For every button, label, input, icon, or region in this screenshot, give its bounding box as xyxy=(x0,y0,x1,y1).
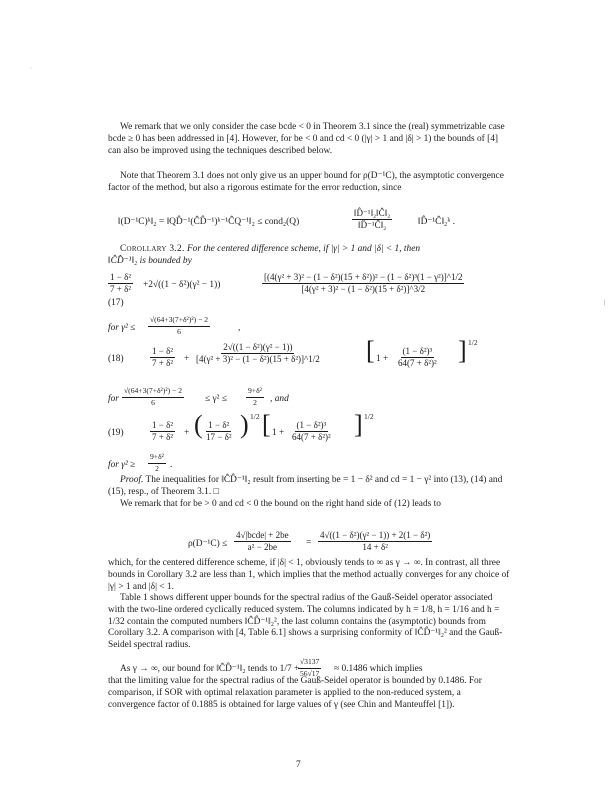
eq18-plus: + xyxy=(184,354,190,364)
eq19-power-2: 1/2 xyxy=(364,412,374,421)
eq18-f1-num: 1 − δ² xyxy=(152,346,174,356)
eq-rho-frac-2 xyxy=(318,530,432,552)
eq18-f3-num: (1 − δ²)³ xyxy=(402,346,433,356)
eq17-f1-den: 7 + δ² xyxy=(110,283,132,294)
eq19-power-1: 1/2 xyxy=(250,412,260,421)
cond17-prefix: for γ² ≤ xyxy=(108,323,136,333)
eq17-f2-den: [4(γ² + 3)² − (1 − δ²)(15 + δ²)]^3/2 xyxy=(301,283,426,294)
corollary-line-2: ‖ĈD̂⁻¹‖₂ is bounded by xyxy=(108,256,192,266)
eq-rho-f1-den: a² − 2be xyxy=(247,541,277,552)
eq17-sqrt-term: +2√((1 − δ²)(γ² − 1)) xyxy=(143,280,221,290)
paragraph-table-description: Table 1 shows different upper bounds for the spectral radius of the Gauß-Seidel operator associated with the two-line ordered cyclically reduced system. The columns indicated by h = 1/8, h = 1/16 and h = 1/32 contain the computed numbers ‖ĈD̂⁻¹‖₂², the last column contains the (asymptotic) bounds from Corollary 3.2. A comparison with [4, Table 6.1] shows a surprising conformity of ‖ĈD̂⁻¹‖₂² and the Gauß-Seidel spectral radius. xyxy=(108,593,503,651)
paragraph-limit-rest: that the limiting value for the spectral radius of the Gauß-Seidel operator is bounded by 0.1486. For comparison, if SOR with optimal relaxation parameter is applied to the non-reduced system, a convergence factor of 0.1885 is obtained for large values of γ (see Chin and Manteuffel [1]). xyxy=(108,676,482,710)
eq19-f1-num: 1 − δ² xyxy=(152,420,174,430)
cond17-num: √(64+3(7+δ²)²) − 2 xyxy=(148,315,210,327)
proof-paragraph xyxy=(108,475,510,499)
cond18-fraction xyxy=(122,386,184,408)
cond19-fraction xyxy=(148,452,166,474)
eq18-frac-3 xyxy=(396,346,439,368)
eq18-f3-den: 64(7 + δ²)² xyxy=(398,357,437,368)
eq-norm-fraction xyxy=(352,208,392,230)
eq18-label: (18) xyxy=(108,354,124,364)
cond19-suffix: . xyxy=(170,460,173,470)
paragraph-theorem-remark: We remark that we only consider the case bcde < 0 in Theorem 3.1 since the (real) symmetrizable case bcde ≥ 0 has been addressed in [4]. However, for be < 0 and cd < 0 (|γ| > 1 and |δ| > 1) the bounds of [4] can also be improved using the techniques described below. xyxy=(108,122,505,156)
cond18-num2: 9+δ² xyxy=(246,386,264,398)
eq18-frac-2 xyxy=(194,342,322,364)
eq17-frac-2 xyxy=(262,272,464,294)
cond17-suffix: , xyxy=(238,323,241,333)
limit-text-b: ≈ 0.1486 which implies xyxy=(334,664,423,674)
eq19-f3-num: (1 − δ²)³ xyxy=(296,420,327,430)
paragraph-limit-line-1 xyxy=(120,664,299,676)
corollary-line-1 xyxy=(120,244,420,256)
corollary-title: Corollary 3.2. xyxy=(120,244,185,254)
eq19-f2-num: 1 − δ² xyxy=(208,420,230,430)
cond17-fraction xyxy=(148,315,210,337)
cond19-den: 2 xyxy=(155,463,159,473)
cond18-mid: ≤ γ² ≤ xyxy=(205,394,227,404)
cond18-num: √(64+3(7+δ²)²) − 2 xyxy=(122,386,184,398)
eq19-open-paren: ( xyxy=(194,410,203,439)
cond18-den2: 2 xyxy=(253,397,257,407)
paragraph-error-reduction: Note that Theorem 3.1 does not only give us an upper bound for ρ(D⁻¹C), the asymptotic convergence factor of the method, but also a rigorous estimate for the error reduction, since xyxy=(108,171,504,193)
eq19-close-bracket: ] xyxy=(354,410,363,439)
eq-rho-f2-den: 14 + δ² xyxy=(362,541,388,552)
eq18-f2-den: [4(γ² + 3)² − (1 − δ²)(15 + δ²)]^1/2 xyxy=(196,353,320,364)
eq19-frac-1 xyxy=(150,420,175,442)
eq18-close-bracket: ] xyxy=(458,336,467,365)
eq17-label: (17) xyxy=(108,298,124,308)
eq-rho-lhs: ρ(D⁻¹C) ≤ xyxy=(188,539,228,549)
eq19-close-paren: ) xyxy=(240,410,249,439)
scan-speck: · xyxy=(30,66,32,72)
cond18-suffix: , and xyxy=(270,394,289,404)
proof-text: The inequalities for ‖ĈD̂⁻¹‖₂ result from inserting be = 1 − δ² and cd = 1 − γ² into (13), (14) and (15), resp., of Theorem 3.1. □ xyxy=(108,475,503,497)
limit-text-a: As γ → ∞, our bound for ‖ĈD̂⁻¹‖₂ tends to 1/7 + xyxy=(120,664,300,674)
eq18-f1-den: 7 + δ² xyxy=(152,357,174,368)
eq18-frac-1 xyxy=(150,346,175,368)
cond18-fraction-2 xyxy=(246,386,264,408)
proof-label: Proof. xyxy=(120,475,144,485)
eq19-plus: + xyxy=(184,428,190,438)
eq19-f2-den: 17 − δ² xyxy=(206,431,232,442)
eq19-f1-den: 7 + δ² xyxy=(152,431,174,442)
paragraph-remark-be: We remark that for be > 0 and cd < 0 the bound on the right hand side of (12) leads to xyxy=(120,499,441,509)
eq19-open-bracket: [ xyxy=(262,410,271,439)
eq-norm-rhs: ‖D̂⁻¹Ĉ‖₂ᵏ . xyxy=(418,217,455,227)
eq18-one-plus: 1 + xyxy=(376,354,389,364)
limit-frac-num: √3137 xyxy=(298,657,321,669)
eq-rho-equals: = xyxy=(306,538,312,548)
eq18-f2-num: 2√((1 − δ²)(γ² − 1)) xyxy=(223,342,293,352)
eq18-open-bracket: [ xyxy=(366,336,375,365)
eq18-power: 1/2 xyxy=(468,338,478,347)
eq-rho-frac-1 xyxy=(234,530,291,552)
eq19-frac-2 xyxy=(204,420,234,442)
eq19-label: (19) xyxy=(108,428,124,438)
cond18-den: 6 xyxy=(151,397,155,407)
eq19-f3-den: 64(7 + δ²)² xyxy=(292,431,331,442)
eq17-f1-num: 1 − δ² xyxy=(110,272,132,282)
eq-norm-frac-num: ‖D̂⁻¹‖₂‖Ĉ‖₂ xyxy=(354,208,391,218)
cond18-prefix: for xyxy=(108,394,119,404)
eq-norm-lhs: ‖(D⁻¹C)ᵏ‖₂ = ‖QD̂⁻¹(ĈD̂⁻¹)ᵏ⁻¹ĈQ⁻¹‖₂ ≤ cond₂(Q) xyxy=(118,217,300,227)
eq-rho-f2-num: 4√((1 − δ²)(γ² − 1)) + 2(1 − δ²) xyxy=(320,530,431,540)
eq17-frac-1 xyxy=(108,272,133,294)
limit-frac-den: 56√17 xyxy=(300,668,320,678)
page-number: 7 xyxy=(296,760,301,770)
eq19-frac-3 xyxy=(290,420,333,442)
eq19-one-plus: 1 + xyxy=(272,428,285,438)
corollary-statement: For the centered difference scheme, if |γ| > 1 and |δ| < 1, then xyxy=(186,244,421,254)
eq17-f2-num: [(4(γ² + 3)² − (1 − δ²)(15 + δ²))² − (1 − δ²)³(1 − γ²)]^1/2 xyxy=(264,272,463,282)
cond17-den: 6 xyxy=(177,326,181,336)
cond19-prefix: for γ² ≥ xyxy=(108,460,136,470)
cond19-num: 9+δ² xyxy=(148,452,166,464)
paragraph-centered-scheme: which, for the centered difference scheme, if |δ| < 1, obviously tends to ∞ as γ → ∞. In contrast, all three bounds in Corollary 3.2 are less than 1, which implies that the method actually converges for any choice of |γ| > 1 and |δ| < 1. xyxy=(108,558,510,592)
eq-norm-frac-den: ‖D̂⁻¹Ĉ‖₂ xyxy=(358,219,387,230)
eq-rho-f1-num: 4√|bcde| + 2be xyxy=(236,530,289,540)
scan-margin-mark: | xyxy=(604,300,606,306)
